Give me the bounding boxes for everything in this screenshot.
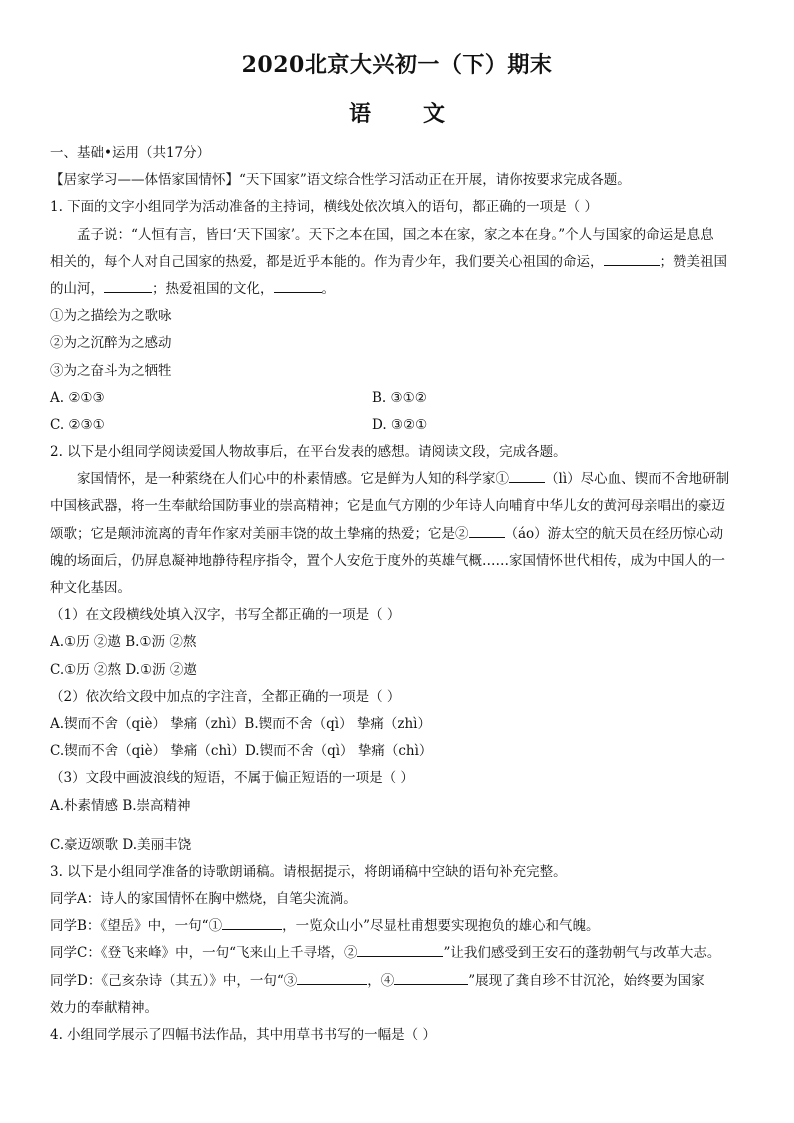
student-c-line [50,940,750,967]
sub-question-1-options-ab: A.①历 ②遨 B.①沥 ②熬 [50,634,197,651]
answer-option-c: C. ②③① [50,416,105,433]
question-4-stem: 4. 小组同学展示了四幅书法作品，其中用草书书写的一幅是（ ） [50,1027,436,1043]
student-d-line-cont: 效力的奉献精神。 [50,999,158,1016]
text-segment: ；热爱祖国的文化， [152,280,274,297]
passage-1-line-3 [50,276,750,303]
text-segment: ，④ [367,972,395,989]
text-segment: 。 [321,280,335,297]
sub-question-1-options-cd: C.①历 ②熬 D.①沥 ②遨 [50,661,197,678]
answer-row-2 [50,412,750,439]
text-segment: ；赞美祖国 [659,253,727,270]
answer-row-1 [50,385,750,412]
student-b-line [50,913,750,940]
text-segment: ”展现了龚自珍不甘沉沦，始终要为国家 [468,972,705,989]
text-segment: 同学D：《己亥杂诗（其五）》中，一句“③ [50,972,298,989]
question-1-stem: 1. 下面的文字小组同学为活动准备的主持词，横线处依次填入的语句，都正确的一项是（ ） [50,199,598,216]
passage-1-line-1: 孟子说：“人恒有言，皆曰‘天下国家’。天下之本在国，国之本在家，家之本在身。”个人与国家的命运是息息 [77,226,714,243]
text-segment: 颂歌；它是颠沛流离的青年作家对美丽丰饶的故土挚痛的热爱；它是② [50,525,469,542]
student-a-line: 同学A：诗人的家国情怀在胸中燃烧，自笔尖流淌。 [50,891,357,908]
fill-blank [274,278,322,293]
passage-1-line-2 [50,249,750,276]
student-d-line [50,968,750,995]
passage-2-line-4: 魄的场面后，仍屏息凝神地静待程序指令，置个人安危于度外的英雄气概……家国情怀世代相传，成为中国人的一 [50,552,725,569]
text-segment: 同学C：《登飞来峰》中，一句“飞来山上千寻塔，② [50,945,358,962]
text-segment: 的山河， [50,280,104,297]
fill-blank [469,523,505,538]
fill-blank [509,468,545,483]
sub-question-2-options-cd: C.锲而不舍（qiè） 挚痛（chì）D.锲而不舍（qì） 挚痛（chì） [50,743,433,760]
sub-question-2: （2）依次给文段中加点的字注音，全都正确的一项是（ ） [50,688,401,705]
subject-char-1: 语 [348,101,371,127]
text-segment: 相关的，每个人对自己国家的热爱，都是近乎本能的。作为青少年，我们要关心祖国的命运， [50,253,604,270]
text-segment: ”让我们感受到王安石的蓬勃朝气与改革大志。 [443,945,721,962]
text-segment: （lì）尽心血、锲而不舍地研制 [545,471,730,488]
section-heading: 一、基础•运用（共17分） [50,145,211,161]
question-2-stem: 2. 以下是小组同学阅读爱国人物故事后，在平台发表的感想。请阅读文段，完成各题。 [50,444,567,461]
activity-intro: 【居家学习——体悟家国情怀】“天下国家”语文综合性学习活动正在开展，请你按要求完成各题。 [50,172,631,189]
passage-2-line-1 [50,466,750,493]
sub-question-3: （3）文段中画波浪线的短语，不属于偏正短语的一项是（ ） [50,770,414,787]
question-3-stem: 3. 以下是小组同学准备的诗歌朗诵稿。请根据提示，将朗诵稿中空缺的语句补充完整。 [50,863,567,880]
text-segment: 家国情怀，是一种萦绕在人们心中的朴素情感。它是鲜为人知的科学家① [77,471,509,488]
answer-option-a: A. ②①③ [50,389,105,406]
text-segment: 同学B：《望岳》中，一句“① [50,918,223,935]
passage-2-line-2: 中国核武器，将一生奉献给国防事业的崇高精神；它是血气方刚的少年诗人向哺育中华儿女的黄河母亲唱出的豪迈 [50,498,725,515]
text-segment: （áo）游太空的航天员在经历惊心动 [504,525,724,542]
sub-question-2-options-ab: A.锲而不舍（qiè） 挚痛（zhì）B.锲而不舍（qì） 挚痛（zhì） [50,715,431,732]
sub-question-3-options-ab: A.朴素情感 B.崇高精神 [50,797,191,814]
fill-blank [604,251,660,266]
fill-blank [222,915,282,930]
subject-char-2: 文 [423,101,446,127]
subject-heading [0,97,794,128]
phrase-option-1: ①为之描绘为之歌咏 [50,308,172,325]
text-segment: ，一览众山小”尽显杜甫想要实现抱负的雄心和气魄。 [282,918,600,935]
fill-blank [357,942,443,957]
answer-option-d: D. ③②① [372,416,428,433]
phrase-option-2: ②为之沉醉为之感动 [50,335,172,352]
answer-option-b: B. ③①② [372,389,427,406]
exam-content [50,140,750,1049]
gap [50,820,750,832]
sub-question-3-options-cd: C.豪迈颂歌 D.美丽丰饶 [50,836,192,853]
passage-2-line-5: 种文化基因。 [50,580,131,596]
passage-2-line-3 [50,521,750,548]
page-title: 2020北京大兴初一（下）期末 [241,52,553,78]
fill-blank [297,970,367,985]
fill-blank [104,278,152,293]
sub-question-1: （1）在文段横线处填入汉字，书写全都正确的一项是（ ） [50,607,401,624]
fill-blank [394,970,468,985]
phrase-option-3: ③为之奋斗为之牺牲 [50,362,172,379]
